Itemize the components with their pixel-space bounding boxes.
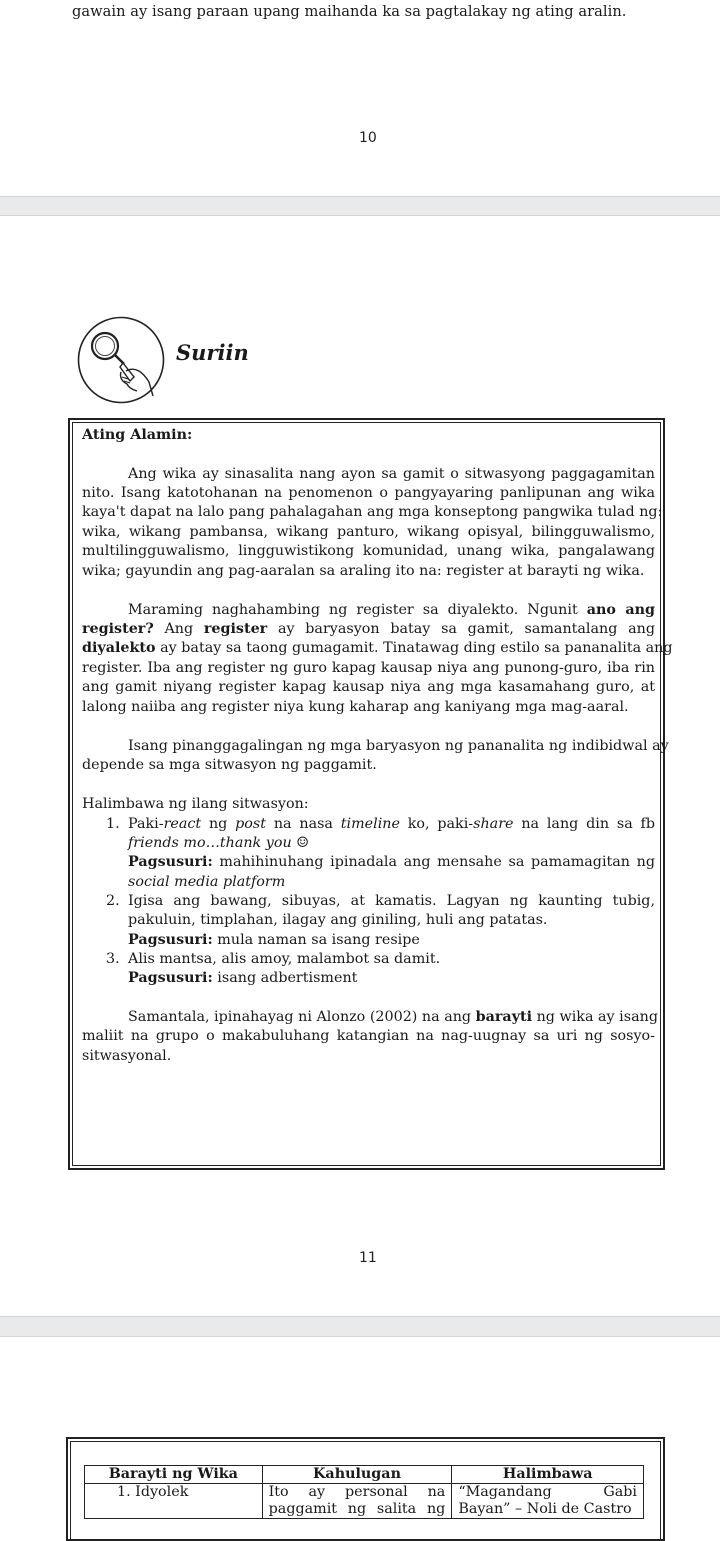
barayti-table bbox=[84, 1465, 644, 1519]
list-item-line: pakuluin, timplahan, ilagay ang giniling, huli ang patatas. bbox=[128, 912, 548, 928]
paragraph-line: Isang pinanggagalingan ng mga baryasyon ng pananalita ng indibidwal ay bbox=[128, 738, 669, 754]
paragraph-line: depende sa mga sitwasyon ng paggamit. bbox=[82, 757, 377, 773]
table-cell: 1. Idyolek bbox=[85, 1484, 263, 1519]
page-separator bbox=[0, 196, 720, 216]
paragraph-line: sitwasyonal. bbox=[82, 1048, 172, 1064]
paragraph-line: wika, wikang pambansa, wikang panturo, wikang opisyal, bilingguwalismo, bbox=[82, 524, 655, 540]
content-heading: Ating Alamin: bbox=[82, 427, 193, 443]
paragraph-line: maliit na grupo o makabuluhang katangian na nag-uugnay sa uri ng sosyo- bbox=[82, 1028, 655, 1044]
table-header-row bbox=[85, 1466, 644, 1484]
paragraph-line: diyalekto ay batay sa taong gumagamit. Tinatawag ding estilo sa pananalita ang bbox=[82, 640, 673, 656]
paragraph-line: lalong naiiba ang register niya kung kaharap ang kaniyang mga mag-aaral. bbox=[82, 699, 629, 715]
paragraph-line: Ang wika ay sinasalita nang ayon sa gamit o sitwasyong paggagamitan bbox=[128, 466, 655, 482]
paragraph-line: Maraming naghahambing ng register sa diyalekto. Ngunit ano ang bbox=[128, 602, 655, 618]
page-number: 10 bbox=[359, 130, 377, 146]
examples-intro: Halimbawa ng ilang sitwasyon: bbox=[82, 796, 309, 812]
list-item-line: Alis mantsa, alis amoy, malambot sa damit. bbox=[128, 951, 441, 967]
analysis-line: Pagsusuri: mahihinuhang ipinadala ang mensahe sa pamamagitan ng bbox=[128, 854, 655, 870]
paragraph-line: multilingguwalismo, lingguwistikong komunidad, unang wika, pangalawang bbox=[82, 543, 655, 559]
paragraph-line: kaya't dapat na lalo pang pahalagahan ang mga konseptong pangwika tulad ng: bbox=[82, 504, 663, 520]
analysis-line: social media platform bbox=[128, 874, 286, 890]
paragraph-line: nito. Isang katotohanan na penomenon o pangyayaring panlipunan ang wika bbox=[82, 485, 655, 501]
table-row bbox=[85, 1484, 644, 1519]
analysis-line: Pagsusuri: mula naman sa isang resipe bbox=[128, 932, 420, 948]
table-cell: Ito ay personal na paggamit ng salita ng bbox=[262, 1484, 452, 1519]
paragraph-line: wika; gayundin ang pag-aaralan sa araling ito na: register at barayti ng wika. bbox=[82, 563, 645, 579]
page-separator bbox=[0, 1316, 720, 1337]
trailing-text-line: gawain ay isang paraan upang maihanda ka sa pagtalakay ng ating aralin. bbox=[72, 3, 627, 20]
paragraph-line: ang gamit niyang register kapag kausap niya ang mga kasamahang guro, at bbox=[82, 679, 655, 695]
column-header: Halimbawa bbox=[452, 1466, 644, 1484]
list-item-line: Igisa ang bawang, sibuyas, at kamatis. Lagyan ng kaunting tubig, bbox=[128, 893, 655, 909]
analysis-line: Pagsusuri: isang adbertisment bbox=[128, 970, 358, 986]
list-item-line: Paki-react ng post na nasa timeline ko, paki-share na lang din sa fb bbox=[128, 816, 655, 832]
table-cell: “Magandang Gabi Bayan” – Noli de Castro bbox=[452, 1484, 644, 1519]
list-number: 1. bbox=[106, 816, 120, 832]
list-number: 2. bbox=[106, 893, 120, 909]
section-title: Suriin bbox=[176, 340, 249, 365]
magnifying-glass-icon bbox=[77, 316, 165, 404]
list-item-line: friends mo…thank you ☺ bbox=[128, 835, 310, 851]
column-header: Kahulugan bbox=[262, 1466, 452, 1484]
list-number: 3. bbox=[106, 951, 120, 967]
page-10 bbox=[0, 0, 720, 196]
paragraph-line: Samantala, ipinahayag ni Alonzo (2002) na ang barayti ng wika ay isang bbox=[128, 1009, 658, 1025]
column-header: Barayti ng Wika bbox=[85, 1466, 263, 1484]
paragraph-line: register? Ang register ay baryasyon batay sa gamit, samantalang ang bbox=[82, 621, 655, 637]
paragraph-line: register. Iba ang register ng guro kapag kausap niya ang punong-guro, iba rin bbox=[82, 660, 655, 676]
page-number: 11 bbox=[359, 1250, 377, 1266]
